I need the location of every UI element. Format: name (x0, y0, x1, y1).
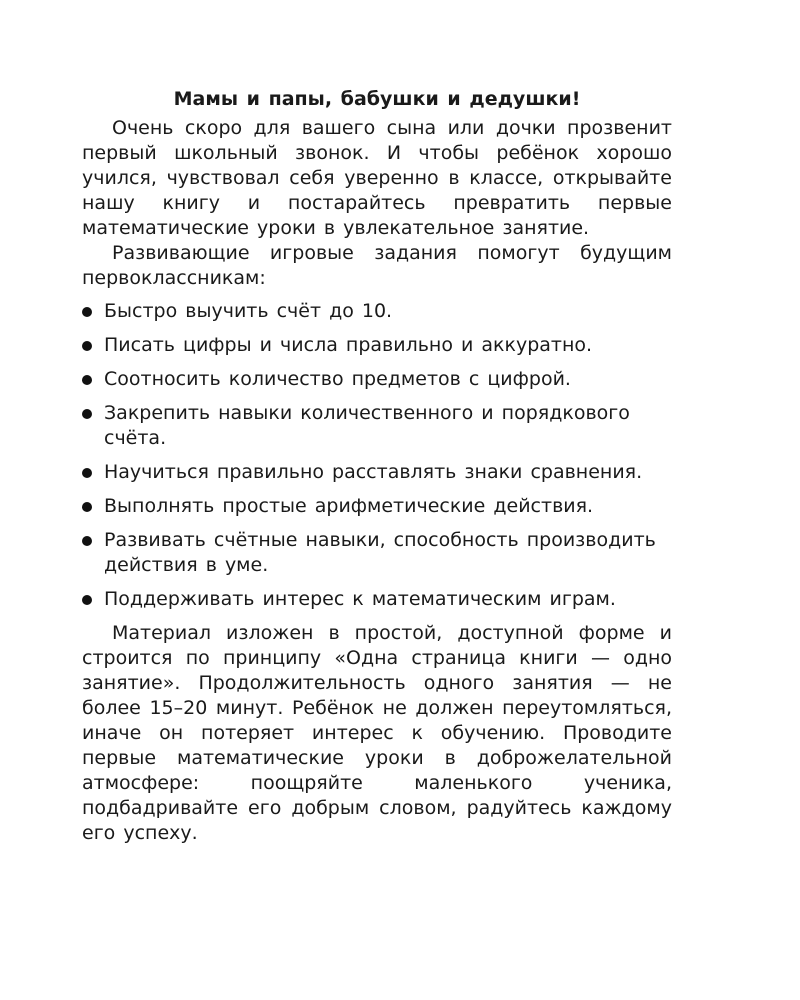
list-item-text: Развивать счётные навыки, способность производить действия в уме. (104, 529, 656, 576)
bullet-icon (82, 375, 92, 385)
page-content (82, 87, 672, 846)
intro-paragraph: Очень скоро для вашего сына или дочки прозвенит первый школьный звонок. И чтобы ребёнок хорошо учился, чувствовал себя уверенно в классе, открывайте нашу книгу и постарайтесь превратить первые математические уроки в увлекательное занятие. (82, 117, 672, 239)
page-title: Мамы и папы, бабушки и дедушки! (173, 88, 581, 110)
bullet-icon (82, 536, 92, 546)
list-item-text: Быстро выучить счёт до 10. (104, 300, 393, 322)
list-item (82, 367, 672, 392)
lead-paragraph: Развивающие игровые задания помогут будущим первоклассникам: (82, 242, 672, 289)
list-item (82, 494, 672, 519)
list-item (82, 401, 672, 451)
list-item (82, 460, 672, 485)
bullet-icon (82, 468, 92, 478)
list-item-text: Соотносить количество предметов с цифрой. (104, 368, 571, 390)
list-item-text: Поддерживать интерес к математическим играм. (104, 588, 616, 610)
list-item-text: Закрепить навыки количественного и порядкового счёта. (104, 402, 630, 449)
list-item (82, 299, 672, 324)
list-item-text: Выполнять простые арифметические действия. (104, 495, 594, 517)
skills-list (82, 299, 672, 612)
closing-paragraph: Материал изложен в простой, доступной форме и строится по принципу «Одна страница книги — одно занятие». Продолжительность одного занятия — не более 15–20 минут. Ребёнок не должен переутомляться, иначе он потеряет интерес к обучению. Проводите первые математические уроки в доброжелательной атмосфере: поощряйте маленького ученика, подбадривайте его добрым словом, радуйтесь каждому его успеху. (82, 622, 672, 844)
bullet-icon (82, 595, 92, 605)
bullet-icon (82, 502, 92, 512)
list-item-text: Научиться правильно расставлять знаки сравнения. (104, 461, 643, 483)
bullet-icon (82, 341, 92, 351)
bullet-icon (82, 307, 92, 317)
bullet-icon (82, 409, 92, 419)
list-item (82, 528, 672, 578)
list-item (82, 587, 672, 612)
list-item-text: Писать цифры и числа правильно и аккуратно. (104, 334, 593, 356)
list-item (82, 333, 672, 358)
